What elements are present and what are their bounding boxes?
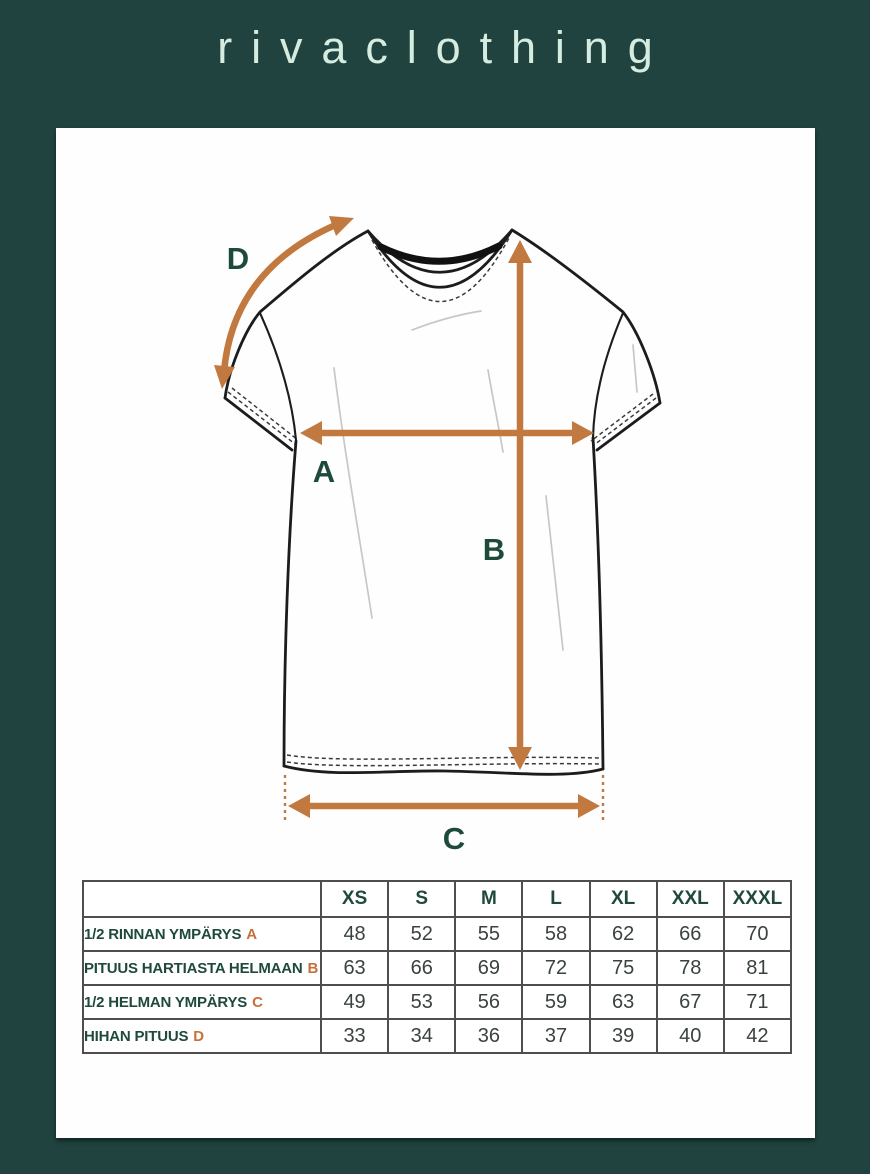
- size-value: 52: [388, 917, 455, 951]
- size-column-header: XL: [590, 881, 657, 917]
- size-column-header: XXL: [657, 881, 724, 917]
- table-row: [83, 985, 791, 1019]
- tshirt-outline: [225, 230, 660, 774]
- size-value: 40: [657, 1019, 724, 1053]
- measurement-row-label: [83, 985, 321, 1019]
- size-value: 75: [590, 951, 657, 985]
- measure-arrow-b: [508, 240, 532, 770]
- row-label-text: HIHAN PITUUS: [84, 1027, 189, 1045]
- size-chart-card: [56, 128, 815, 1138]
- measurement-row-label: [83, 917, 321, 951]
- size-value: 71: [724, 985, 791, 1019]
- size-value: 56: [455, 985, 522, 1019]
- row-letter: C: [252, 993, 263, 1011]
- measure-label-d: D: [226, 241, 250, 276]
- size-value: 36: [455, 1019, 522, 1053]
- row-letter: B: [307, 959, 319, 977]
- size-column-header: XXXL: [724, 881, 791, 917]
- measurement-row-label: [83, 951, 321, 985]
- size-value: 58: [522, 917, 589, 951]
- size-value: 55: [455, 917, 522, 951]
- row-label-text: 1/2 HELMAN YMPÄRYS: [84, 993, 248, 1011]
- size-value: 72: [522, 951, 589, 985]
- size-value: 42: [724, 1019, 791, 1053]
- size-value: 66: [388, 951, 455, 985]
- size-table: [82, 880, 792, 1054]
- size-value: 78: [657, 951, 724, 985]
- size-value: 33: [321, 1019, 388, 1053]
- measure-arrow-c: [285, 775, 603, 820]
- size-column-header: XS: [321, 881, 388, 917]
- size-value: 39: [590, 1019, 657, 1053]
- size-value: 67: [657, 985, 724, 1019]
- row-label-text: 1/2 RINNAN YMPÄRYS: [84, 925, 242, 943]
- measurement-row-label: [83, 1019, 321, 1053]
- size-value: 49: [321, 985, 388, 1019]
- table-row: [83, 1019, 791, 1053]
- table-row: [83, 951, 791, 985]
- measure-label-c: C: [442, 821, 466, 856]
- corner-cell: [83, 881, 321, 917]
- size-value: 62: [590, 917, 657, 951]
- size-value: 69: [455, 951, 522, 985]
- brand-logo-text: rivaclothing: [217, 22, 672, 73]
- size-column-header: S: [388, 881, 455, 917]
- size-column-header: L: [522, 881, 589, 917]
- row-letter: A: [246, 925, 257, 943]
- size-value: 53: [388, 985, 455, 1019]
- row-letter: D: [193, 1027, 204, 1045]
- table-row: [83, 917, 791, 951]
- tshirt-collar: [368, 230, 512, 302]
- row-label-text: PITUUS HARTIASTA HELMAAN: [84, 959, 303, 977]
- size-value: 63: [321, 951, 388, 985]
- size-value: 81: [724, 951, 791, 985]
- size-value: 48: [321, 917, 388, 951]
- fabric-wrinkles: [334, 311, 637, 650]
- measure-label-b: B: [482, 532, 506, 567]
- size-value: 37: [522, 1019, 589, 1053]
- size-value: 59: [522, 985, 589, 1019]
- size-value: 34: [388, 1019, 455, 1053]
- size-column-header: M: [455, 881, 522, 917]
- size-value: 63: [590, 985, 657, 1019]
- measure-label-a: A: [312, 454, 336, 489]
- size-value: 70: [724, 917, 791, 951]
- size-value: 66: [657, 917, 724, 951]
- size-table-header-row: [83, 881, 791, 917]
